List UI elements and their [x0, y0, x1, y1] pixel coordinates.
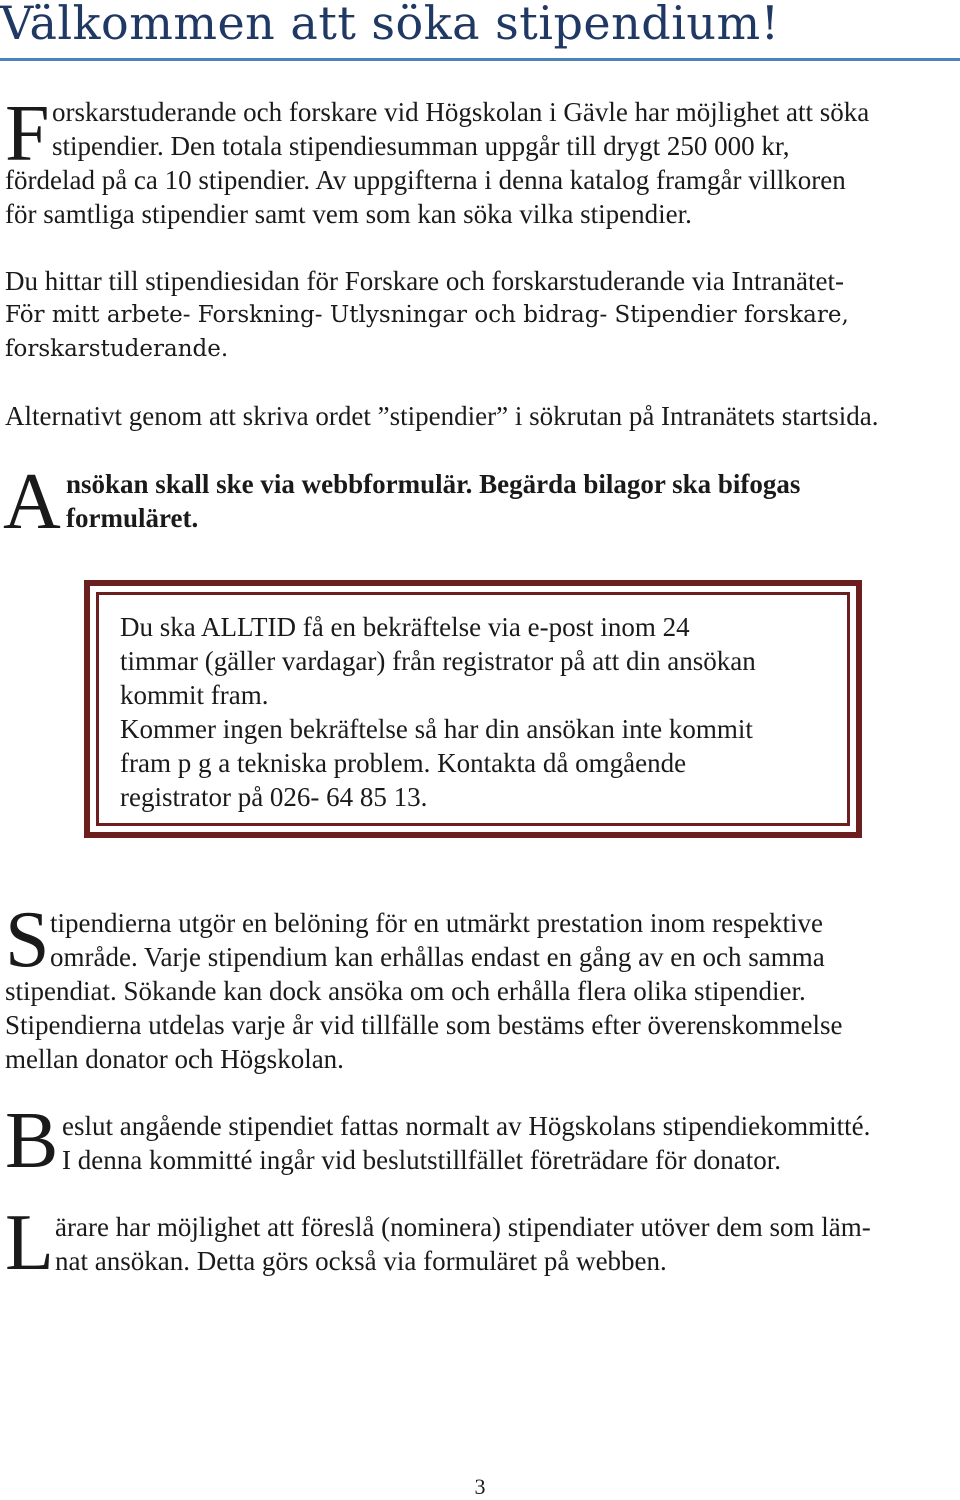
notice-line-6: registrator på 026- 64 85 13.	[120, 782, 428, 812]
notice-line-3: kommit fram.	[120, 680, 269, 710]
para2-line-2: För mitt arbete- Forskning- Utlysningar och bidrag- Stipendier forskare,	[5, 302, 849, 328]
para7-line-2: nat ansökan. Detta görs också via formuläret på webben.	[55, 1246, 667, 1276]
para6-line-2: I denna kommitté ingår vid beslutstillfället företrädare för donator.	[62, 1145, 782, 1175]
title-underline	[0, 58, 960, 61]
para1-line-1: orskarstuderande och forskare vid Högskolan i Gävle har möjlighet att söka	[52, 97, 870, 127]
para3-line: Alternativt genom att skriva ordet ”stipendier” i sökrutan på Intranätets startsida.	[5, 401, 879, 431]
drop-cap-f: F	[5, 90, 50, 178]
drop-cap-a: A	[3, 458, 61, 546]
para5-line-2: område. Varje stipendium kan erhållas endast en gång av en och samma	[50, 942, 825, 972]
para7-line-1: ärare har möjlighet att föreslå (nominera) stipendiater utöver dem som läm-	[55, 1212, 871, 1242]
drop-cap-b: B	[5, 1097, 59, 1185]
notice-line-4: Kommer ingen bekräftelse så har din ansökan inte kommit	[120, 714, 753, 744]
page-number: 3	[474, 1474, 486, 1499]
para2-line-3: forskarstuderande.	[5, 336, 229, 362]
notice-line-5: fram p g a tekniska problem. Kontakta då omgående	[120, 748, 687, 778]
para1-line-3: fördelad på ca 10 stipendier. Av uppgifterna i denna katalog framgår villkoren	[5, 165, 846, 195]
para2-line-1: Du hittar till stipendiesidan för Forskare och forskarstuderande via Intranätet-	[5, 266, 844, 296]
para1-line-2: stipendier. Den totala stipendiesumman uppgår till drygt 250 000 kr,	[52, 131, 790, 161]
drop-cap-l: L	[5, 1199, 54, 1287]
page-title: Välkommen att söka stipendium!	[0, 0, 780, 50]
para5-line-5: mellan donator och Högskolan.	[5, 1044, 344, 1074]
para1-line-4: för samtliga stipendier samt vem som kan söka vilka stipendier.	[5, 199, 692, 229]
drop-cap-s: S	[5, 896, 50, 984]
notice-line-2: timmar (gäller vardagar) från registrator på att din ansökan	[120, 646, 756, 676]
para4-line-2: formuläret.	[66, 503, 199, 533]
notice-line-1: Du ska ALLTID få en bekräftelse via e-post inom 24	[120, 612, 690, 642]
para5-line-1: tipendierna utgör en belöning för en utmärkt prestation inom respektive	[50, 908, 824, 938]
para4-line-1: nsökan skall ske via webbformulär. Begärda bilagor ska bifogas	[66, 469, 801, 499]
para5-line-3: stipendiat. Sökande kan dock ansöka om och erhålla flera olika stipendier.	[5, 976, 806, 1006]
para5-line-4: Stipendierna utdelas varje år vid tillfälle som bestäms efter överenskommelse	[5, 1010, 843, 1040]
para6-line-1: eslut angående stipendiet fattas normalt av Högskolans stipendiekommitté.	[62, 1111, 871, 1141]
